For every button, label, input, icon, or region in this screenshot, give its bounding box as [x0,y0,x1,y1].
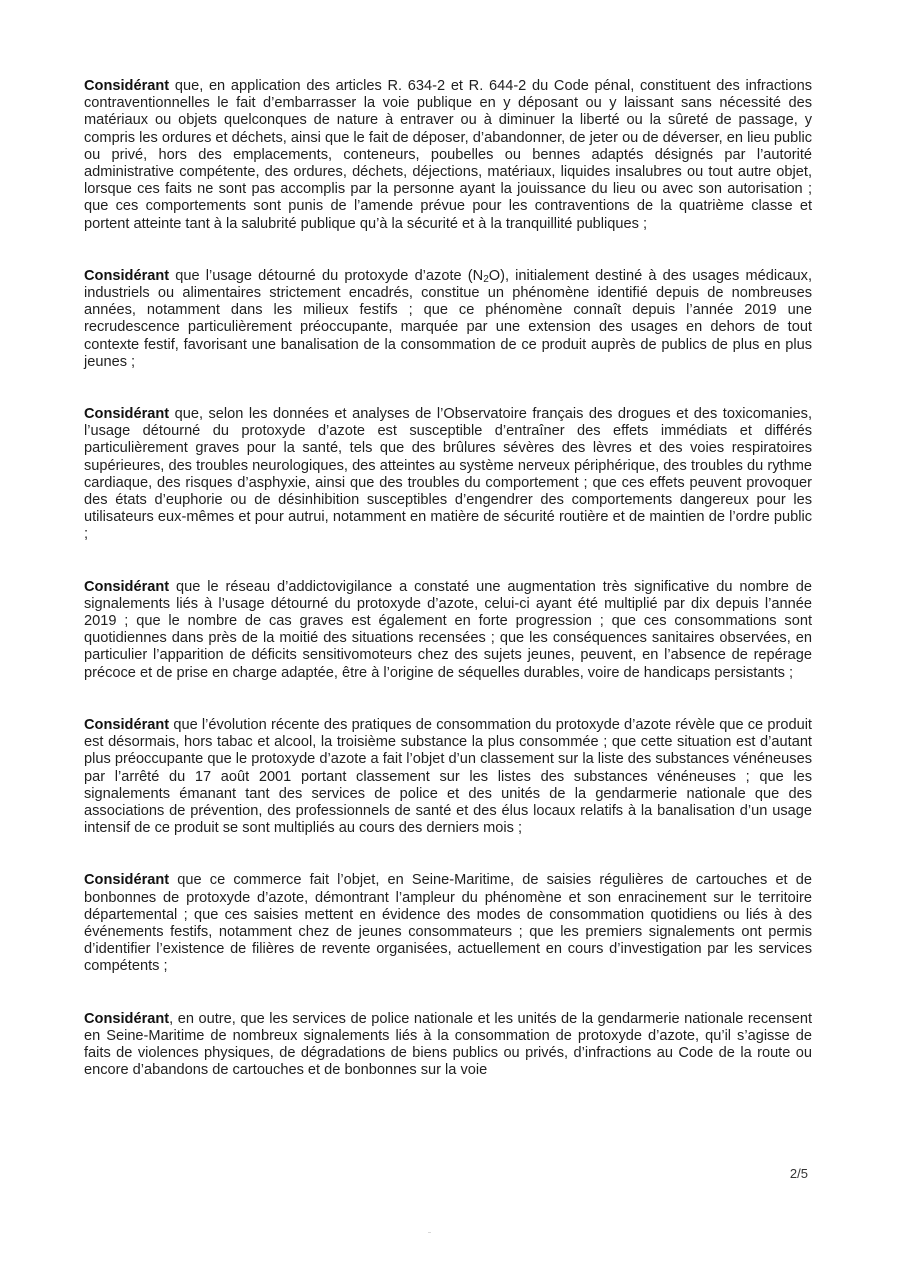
paragraph-lead: Considérant [84,578,170,595]
page-number: 2/5 [789,1166,808,1181]
paragraph-health-effects [84,406,812,544]
paragraph-text-continued: O), initialement destiné à des usages médicaux, industriels ou alimentaires strictement encadrés, constitue un phénomène identifié depuis de nombreuses années, notamment dans les milieux festifs ; que ce phénomène connaît depuis l’année 2019 une recrudescence particulièrement préoccupante, marquée par une extension des usages en dehors de tout contexte festif, favorisant une banalisation de la consommation de ce produit auprès de publics de plus en plus jeunes ; [84,267,813,370]
paragraph-text: que, selon les données et analyses de l’Observatoire français des drogues et des toxicomanies, l’usage détourné du protoxyde d’azote est susceptible d’entraîner des effets immédiats et différés particulièrement graves pour la santé, tels que des brûlures sévères des lèvres et des voies respiratoires supérieures, des troubles neurologiques, des atteintes au système nerveux périphérique, des troubles du rythme cardiaque, des risques d’asphyxie, ainsi que des troubles du comportement ; que ces effets peuvent provoquer des états d’euphorie ou de désinhibition susceptibles d’engendrer des comportements dangereux pour les utilisateurs eux-mêmes et pour autrui, notamment en matière de sécurité routière et de maintien de l’ordre public ; [84,406,812,543]
paragraph-lead: Considérant [84,406,170,423]
paragraph-text: que l’usage détourné du protoxyde d’azote (N [169,267,484,284]
paragraph-seizures [84,872,812,975]
paragraph-penal-code [84,78,812,233]
scan-speck [428,1232,431,1233]
paragraph-lead: Considérant [84,872,170,889]
paragraph-text: , en outre, que les services de police nationale et les unités de la gendarmerie nationale recensent en Seine-Maritime de nombreux signalements liés à la consommation de protoxyde d’azote, qu’il s’agisse de faits de violences physiques, de dégradations de biens publics ou privés, d’infractions au Code de la route ou encore d’abandons de cartouches et de bonbonnes sur la voie [84,1010,812,1079]
paragraph-lead: Considérant [84,78,170,94]
paragraph-police-reports [84,1011,812,1080]
paragraph-text: que ce commerce fait l’objet, en Seine-Maritime, de saisies régulières de cartouches et de bonbonnes de protoxyde d’azote, démontrant l’ampleur du phénomène et son enracinement sur le territoire départemental ; que ces saisies mettent en évidence des modes de consommation quotidiens ou liés à des événements festifs, notamment chez de jeunes consommateurs ; que les premiers signalements ont permis d’identifier l’existence de filières de revente organisées, actuellement en cours d’investigation par les services compétents ; [84,872,812,975]
paragraph-lead: Considérant [84,1010,170,1027]
paragraph-consumption-trends [84,717,812,837]
paragraph-nitrous-oxide-usage [84,268,812,371]
chemical-subscript: 2 [483,273,489,285]
paragraph-lead: Considérant [84,267,170,284]
document-body [84,78,812,1114]
paragraph-text: que l’évolution récente des pratiques de consommation du protoxyde d’azote révèle que ce produit est désormais, hors tabac et alcool, la troisième substance la plus consommée ; que cette situation est d’autant plus préoccupante que le protoxyde d’azote a fait l’objet d’un classement sur la liste des substances vénéneuses par l’arrêté du 17 août 2001 portant classement sur les listes des substances vénéneuses ; que les signalements émanant tant des services de police et des unités de la gendarmerie nationale que des associations de prévention, des professionnels de santé et des élus locaux relatifs à la banalisation d’un usage intensif de ce produit se sont multipliés au cours des derniers mois ; [84,716,812,837]
paragraph-addictovigilance [84,579,812,682]
paragraph-lead: Considérant [84,716,170,733]
paragraph-text: que le réseau d’addictovigilance a constaté une augmentation très significative du nombre de signalements liés à l’usage détourné du protoxyde d’azote, celui-ci ayant été multiplié par dix depuis l’année 2019 ; que le nombre de cas graves est également en forte progression ; que ces consommations sont quotidiennes dans près de la moitié des situations recensées ; que les conséquences sanitaires observées, en particulier l’apparition de déficits sensitivomoteurs chez des sujets jeunes, peuvent, en l’absence de repérage précoce et de prise en charge adaptée, être à l’origine de séquelles durables, voire de handicaps persistants ; [84,578,812,681]
paragraph-text: que, en application des articles R. 634-2 et R. 644-2 du Code pénal, constituent des infractions contraventionnelles le fait d’embarrasser la voie publique en y déposant ou y laissant sans nécessité des matériaux ou objets quelconques de nature à entraver ou à diminuer la liberté ou la sûreté de passage, y compris les ordures et déchets, ainsi que le fait de déposer, d’abandonner, de jeter ou de déverser, en lieu public ou privé, hors des emplacements, conteneurs, poubelles ou bennes adaptés désignés par l’autorité administrative compétente, des ordures, déchets, déjections, matériaux, liquides insalubres ou tout autre objet, lorsque ces faits ne sont pas accomplis par la personne ayant la jouissance du lieu ou avec son autorisation ; que ces comportements sont punis de l’amende prévue pour les contraventions de la quatrième classe et portent atteinte tant à la salubrité publique qu’à la sécurité et à la tranquillité publiques ; [84,78,812,232]
